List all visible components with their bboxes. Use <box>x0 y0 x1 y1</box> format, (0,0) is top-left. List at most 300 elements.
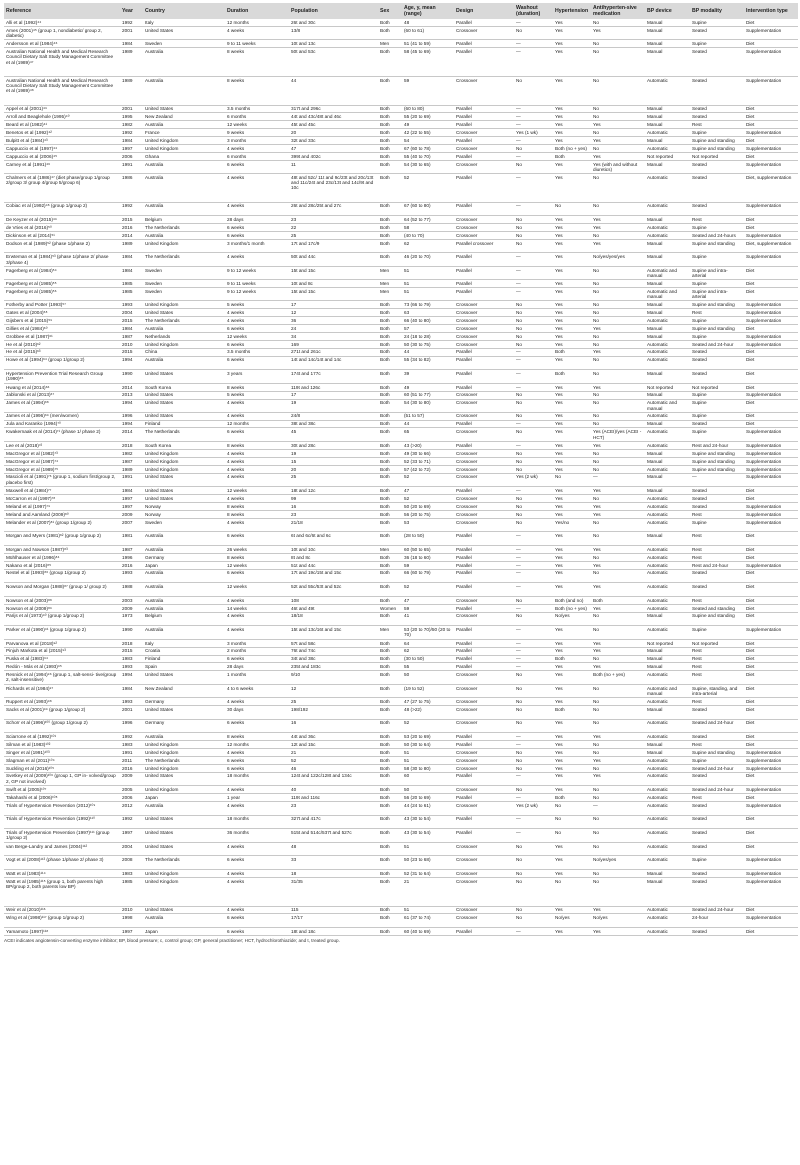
table-cell: Yes <box>591 503 645 511</box>
table-row <box>4 301 798 309</box>
table-cell: Parallel <box>454 639 514 647</box>
reference-cell: Meland et al (1997)⁷⁹ <box>4 503 120 511</box>
reference-cell: Vogt et al (2008)¹¹³ (phase 1/phase 2/ phase 3) <box>4 856 120 870</box>
table-cell: Diet <box>744 412 798 420</box>
reference-cell: Nowson and Morgan (1988)⁸⁷ (group 1/ group 2) <box>4 583 120 597</box>
table-cell: Both (no + yes) <box>553 145 591 153</box>
table-cell: Parallel <box>454 487 514 495</box>
table-cell: 4 weeks <box>225 449 289 457</box>
reference-cell: Weir et al (2010)¹¹⁶ <box>4 906 120 914</box>
table-cell: Supplementation <box>744 48 798 77</box>
table-cell: 54 (30 to 65) <box>402 160 454 173</box>
table-cell: 43 (30 to 54) <box>402 829 454 843</box>
table-cell: Rest and 24-hour <box>690 442 744 450</box>
table-cell: No <box>591 129 645 137</box>
table-cell: Automatic <box>645 340 690 348</box>
table-row <box>4 914 798 928</box>
table-cell: 2003 <box>120 596 143 604</box>
table-cell: 52 <box>402 583 454 597</box>
table-cell: 2001 <box>120 105 143 113</box>
table-cell: — <box>514 794 553 802</box>
table-cell: Australia <box>143 324 225 332</box>
table-cell: 2 months <box>225 647 289 655</box>
table-cell: The Netherlands <box>143 317 225 325</box>
table-cell: Supine <box>690 412 744 420</box>
table-cell: Both <box>378 399 402 412</box>
table-cell: Manual <box>645 741 690 749</box>
table-cell: Crossover <box>454 129 514 137</box>
table-cell: 2005 <box>120 786 143 794</box>
table-cell: 6 weeks <box>225 324 289 332</box>
table-row <box>4 412 798 420</box>
table-cell: Australia <box>143 532 225 546</box>
table-cell: 1984 <box>120 684 143 697</box>
table-cell: — <box>514 655 553 663</box>
table-cell: Manual <box>645 663 690 671</box>
table-cell: 48t and 52c/ 11t and 9c/23t and 20c/13t and 11c/24t and 23c/13t and 14c/9t and 10c <box>289 173 378 202</box>
table-cell: Automatic <box>645 561 690 569</box>
table-cell: Both <box>378 487 402 495</box>
table-cell: Yes <box>553 383 591 391</box>
table-cell: 44t and 43c/48t and 46c <box>289 113 378 121</box>
column-header: Population <box>289 3 378 19</box>
table-row <box>4 626 798 640</box>
table-cell: 50 (23 to 68) <box>402 856 454 870</box>
table-cell: Crossover <box>454 465 514 473</box>
table-cell: 1996 <box>120 553 143 561</box>
table-cell: No <box>514 309 553 317</box>
table-cell: No <box>591 698 645 706</box>
table-cell: Parallel <box>454 356 514 370</box>
table-row <box>4 145 798 153</box>
table-cell: United States <box>143 671 225 685</box>
table-cell: 9 to 11 weeks <box>225 40 289 48</box>
table-cell: 51 <box>402 906 454 914</box>
table-row <box>4 224 798 232</box>
table-cell: 1994 <box>120 356 143 370</box>
table-row <box>4 764 798 772</box>
table-cell: Diet <box>744 583 798 597</box>
table-cell: 1991 <box>120 473 143 487</box>
table-cell: 23 <box>289 510 378 518</box>
table-cell: Both <box>553 706 591 720</box>
table-cell: Crossover <box>454 145 514 153</box>
table-cell: 8 weeks <box>225 76 289 105</box>
table-cell: Supine, standing, and intra-arterial <box>690 684 744 697</box>
table-cell: Seated and 24-hour <box>690 719 744 733</box>
table-cell: Crossover <box>454 596 514 604</box>
table-cell: No <box>591 332 645 340</box>
table-cell: No <box>514 239 553 253</box>
table-cell: Rest <box>690 647 744 655</box>
table-cell: Yes <box>553 137 591 145</box>
table-cell: Australia <box>143 583 225 597</box>
table-cell: 2014 <box>120 231 143 239</box>
table-cell: 50 (30 to 64) <box>402 741 454 749</box>
table-cell: Rest <box>690 698 744 706</box>
table-cell: No <box>553 877 591 906</box>
table-cell: Both <box>378 495 402 503</box>
table-cell: — <box>514 442 553 450</box>
table-cell: Diet <box>744 733 798 741</box>
table-cell: 4 weeks <box>225 877 289 906</box>
table-cell: Parallel <box>454 48 514 77</box>
table-cell: No <box>514 465 553 473</box>
table-cell: No <box>553 815 591 829</box>
table-cell: Diet <box>744 639 798 647</box>
table-cell: Seated and 24-hour <box>690 340 744 348</box>
table-cell: No <box>514 391 553 399</box>
table-row <box>4 370 798 384</box>
table-cell: Parallel <box>454 288 514 301</box>
table-cell: Diet <box>744 684 798 697</box>
table-row <box>4 639 798 647</box>
table-cell: Parallel <box>454 815 514 829</box>
table-cell: Yes <box>591 639 645 647</box>
table-cell: South Korea <box>143 442 225 450</box>
reference-cell: He et al (2015)⁶³ <box>4 348 120 356</box>
table-row <box>4 391 798 399</box>
reference-cell: Sciarrone et al (1992)¹⁰¹ <box>4 733 120 741</box>
table-cell: 34t and 38c <box>289 655 378 663</box>
table-row <box>4 137 798 145</box>
table-cell: 1985 <box>120 280 143 288</box>
table-cell: Both <box>378 224 402 232</box>
table-cell: United Kingdom <box>143 145 225 153</box>
table-cell: 4 weeks <box>225 786 289 794</box>
table-cell: Supine <box>690 19 744 26</box>
table-cell: Yes <box>553 503 591 511</box>
table-cell: 1991 <box>120 160 143 173</box>
table-cell: No <box>591 173 645 202</box>
table-cell: Supine <box>690 428 744 442</box>
table-cell: 1993 <box>120 698 143 706</box>
table-cell: 8 weeks <box>225 442 289 450</box>
table-row <box>4 449 798 457</box>
reference-cell: Takahashi et al (2006)¹⁰⁸ <box>4 794 120 802</box>
table-cell: Australia <box>143 596 225 604</box>
table-cell: 6 weeks <box>225 160 289 173</box>
table-cell: 1989 <box>120 76 143 105</box>
table-cell: 4 weeks <box>225 457 289 465</box>
table-cell: Manual <box>645 332 690 340</box>
table-cell: 169 <box>289 340 378 348</box>
table-cell: Yes <box>591 26 645 40</box>
table-cell: 12 <box>289 309 378 317</box>
table-cell: Diet <box>744 927 798 935</box>
table-cell: — <box>514 583 553 597</box>
table-cell: 4 weeks <box>225 495 289 503</box>
table-cell: 1983 <box>120 655 143 663</box>
table-cell: Diet <box>744 370 798 384</box>
table-cell: Men <box>378 288 402 301</box>
table-cell: 50t and 44c <box>289 253 378 267</box>
table-cell: 22 <box>289 224 378 232</box>
table-cell: Yes <box>553 173 591 202</box>
table-cell: Diet <box>744 655 798 663</box>
table-row <box>4 518 798 532</box>
table-cell: — <box>514 202 553 216</box>
table-cell: Both <box>553 655 591 663</box>
table-row <box>4 399 798 412</box>
table-cell: Rest <box>690 553 744 561</box>
table-cell: No <box>514 706 553 720</box>
table-cell: France <box>143 129 225 137</box>
table-cell: 6 weeks <box>225 719 289 733</box>
table-cell: No <box>514 324 553 332</box>
table-cell: 6 weeks <box>225 340 289 348</box>
table-row <box>4 856 798 870</box>
table-cell: Yes <box>553 465 591 473</box>
table-cell: 51 <box>402 842 454 856</box>
table-cell: South Korea <box>143 383 225 391</box>
table-cell: No <box>591 412 645 420</box>
table-cell: Diet, supplementation <box>744 173 798 202</box>
reference-cell: Resnick et al (1994)⁹⁶ (group 1, salt-sensi- tive/group 2, salt-insensitive) <box>4 671 120 685</box>
table-cell: Diet <box>744 113 798 121</box>
table-cell: Parallel <box>454 655 514 663</box>
table-cell: Yes <box>591 348 645 356</box>
table-cell: Automatic <box>645 442 690 450</box>
table-cell: Manual <box>645 877 690 906</box>
table-cell: Yes (2 wk) <box>514 802 553 816</box>
table-cell: 1984 <box>120 267 143 280</box>
table-cell: Both <box>378 457 402 465</box>
table-cell: Supine and standing <box>690 449 744 457</box>
table-cell: 1991 <box>120 749 143 757</box>
table-cell: Automatic <box>645 76 690 105</box>
column-header: Intervention type <box>744 3 798 19</box>
table-row <box>4 927 798 935</box>
table-cell: Both <box>378 420 402 428</box>
table-cell: Crossover <box>454 756 514 764</box>
table-body <box>4 19 798 935</box>
table-cell: Automatic <box>645 794 690 802</box>
table-cell: Yes <box>553 40 591 48</box>
table-cell: Both <box>378 317 402 325</box>
table-cell: Yes <box>553 301 591 309</box>
table-cell: Crossover <box>454 324 514 332</box>
table-cell: 63 <box>402 309 454 317</box>
table-cell: Both <box>378 786 402 794</box>
table-cell: Yes (with and without diuretics) <box>591 160 645 173</box>
table-cell: The Netherlands <box>143 756 225 764</box>
table-cell: Crossover <box>454 428 514 442</box>
table-cell: Manual <box>645 612 690 626</box>
table-cell: Norway <box>143 510 225 518</box>
table-cell: No <box>591 706 645 720</box>
table-cell: New Zealand <box>143 113 225 121</box>
table-cell: 4 weeks <box>225 465 289 473</box>
table-cell: Sweden <box>143 40 225 48</box>
table-cell: United States <box>143 487 225 495</box>
table-cell: Diet <box>744 741 798 749</box>
table-cell: Automatic <box>645 626 690 640</box>
table-cell: Both <box>378 173 402 202</box>
table-cell: Both <box>378 129 402 137</box>
table-cell: Both <box>378 749 402 757</box>
table-cell: Parallel <box>454 113 514 121</box>
table-cell: United States <box>143 105 225 113</box>
table-cell: 48 (>22) <box>402 706 454 720</box>
table-row <box>4 309 798 317</box>
table-cell: Both <box>378 583 402 597</box>
table-cell: 4 weeks <box>225 173 289 202</box>
table-cell: 18 <box>289 870 378 878</box>
table-cell: Supplementation <box>744 626 798 640</box>
table-cell: Sweden <box>143 518 225 532</box>
table-cell: Yes <box>553 772 591 786</box>
table-cell: 8 weeks <box>225 48 289 77</box>
table-cell: Diet <box>744 420 798 428</box>
table-cell: 2004 <box>120 842 143 856</box>
table-cell: Both <box>378 473 402 487</box>
table-cell: 18t and 12c <box>289 487 378 495</box>
reference-cell: Parker et al (1990)⁹¹ (group 1/group 2) <box>4 626 120 640</box>
table-cell: No <box>591 457 645 465</box>
table-cell: 6 weeks <box>225 428 289 442</box>
table-cell: Automatic <box>645 842 690 856</box>
table-cell: United Kingdom <box>143 749 225 757</box>
table-cell: Both <box>378 815 402 829</box>
table-row <box>4 741 798 749</box>
table-cell: 1996 <box>120 719 143 733</box>
table-cell: 57 <box>402 324 454 332</box>
table-cell: Finland <box>143 420 225 428</box>
table-cell: — <box>690 473 744 487</box>
table-row <box>4 842 798 856</box>
table-cell: Yes <box>553 340 591 348</box>
table-row <box>4 612 798 626</box>
table-cell: 25 <box>289 473 378 487</box>
table-cell: 8t and 8c <box>289 553 378 561</box>
table-cell: Diet <box>744 532 798 546</box>
table-cell: Yes <box>553 741 591 749</box>
table-cell: Manual <box>645 420 690 428</box>
reference-cell: Carney et al (1991)⁴⁶ <box>4 160 120 173</box>
table-cell: — <box>514 267 553 280</box>
table-cell: Yes <box>591 561 645 569</box>
table-cell: Both <box>378 356 402 370</box>
table-cell: 53 <box>402 518 454 532</box>
table-cell: No <box>514 340 553 348</box>
table-cell: Manual <box>645 137 690 145</box>
table-cell: Yes <box>591 216 645 224</box>
table-cell: 55 <box>402 663 454 671</box>
table-cell: 8 weeks <box>225 503 289 511</box>
table-cell: Automatic and manual <box>645 288 690 301</box>
table-cell: Australia <box>143 626 225 640</box>
table-cell: 16 <box>289 503 378 511</box>
table-cell: 1987 <box>120 332 143 340</box>
table-cell: New Zealand <box>143 684 225 697</box>
table-cell: Automatic <box>645 510 690 518</box>
reference-cell: Parvanova et al (2018)⁹² <box>4 639 120 647</box>
table-cell: 4 weeks <box>225 26 289 40</box>
table-cell: Seated <box>690 927 744 935</box>
table-cell: Crossover <box>454 224 514 232</box>
table-cell: Both <box>378 121 402 129</box>
table-cell: United Kingdom <box>143 465 225 473</box>
table-cell: Parallel <box>454 420 514 428</box>
table-cell: 52t and 55c/53t and 52c <box>289 583 378 597</box>
table-cell: 1984 <box>120 324 143 332</box>
column-header: Reference <box>4 3 120 19</box>
table-cell: Belgium <box>143 612 225 626</box>
table-row <box>4 113 798 121</box>
table-cell: 49 <box>402 383 454 391</box>
table-cell: 49 <box>402 121 454 129</box>
table-cell: Both <box>378 503 402 511</box>
reference-cell: Gates et al (2004)⁵⁸ <box>4 309 120 317</box>
table-cell: 4 weeks <box>225 399 289 412</box>
table-cell: Manual <box>645 532 690 546</box>
table-cell: Crossover <box>454 26 514 40</box>
reference-cell: Slagman et al (2011)¹⁰⁴ <box>4 756 120 764</box>
table-cell: 48 <box>402 19 454 26</box>
table-cell: Both <box>553 794 591 802</box>
table-cell: No <box>591 465 645 473</box>
reference-cell: Redón - Más et al (1993)⁹⁵ <box>4 663 120 671</box>
table-cell: Diet <box>744 224 798 232</box>
table-cell: Supine and standing <box>690 324 744 332</box>
table-cell: Supine and standing <box>690 749 744 757</box>
table-cell: Norway <box>143 503 225 511</box>
reference-cell: Howe et al (1994)⁶⁴ (group 1/group 2) <box>4 356 120 370</box>
table-cell: Both <box>378 26 402 40</box>
table-cell: Yes <box>591 583 645 597</box>
table-cell: No <box>514 870 553 878</box>
table-cell: Parallel <box>454 40 514 48</box>
table-cell: Both <box>378 202 402 216</box>
table-cell: Diet, supplementation <box>744 239 798 253</box>
table-cell: 51 <box>402 280 454 288</box>
table-cell: China <box>143 348 225 356</box>
reference-cell: Cappuccio et al (2006)⁴⁵ <box>4 152 120 160</box>
table-cell: No <box>591 356 645 370</box>
table-cell: Both <box>553 152 591 160</box>
table-cell: United Kingdom <box>143 457 225 465</box>
table-cell: 17t and 17c/9 <box>289 239 378 253</box>
table-row <box>4 465 798 473</box>
table-cell: Yes <box>553 719 591 733</box>
table-row <box>4 442 798 450</box>
table-cell: Both <box>378 383 402 391</box>
table-cell: Yes <box>591 152 645 160</box>
table-cell: Supine and standing <box>690 612 744 626</box>
table-cell: Australia <box>143 173 225 202</box>
table-cell: Supplementation <box>744 914 798 928</box>
table-cell: Seated <box>690 202 744 216</box>
table-cell: Rest <box>690 216 744 224</box>
table-cell: 3 months <box>225 639 289 647</box>
table-cell: Both <box>378 348 402 356</box>
table-row <box>4 647 798 655</box>
table-cell: 4 weeks <box>225 518 289 532</box>
table-cell: Parallel <box>454 105 514 113</box>
table-cell: No <box>591 309 645 317</box>
table-cell: 12 weeks <box>225 561 289 569</box>
table-cell: Seated and 24-hour <box>690 786 744 794</box>
table-cell: Yes <box>591 137 645 145</box>
table-cell: Supine <box>690 129 744 137</box>
table-cell: Both <box>378 706 402 720</box>
reference-cell: Bulpitt et al (1984)⁴³ <box>4 137 120 145</box>
table-cell: Supplementation <box>744 129 798 137</box>
table-cell: Rest <box>690 596 744 604</box>
table-cell: Croatia <box>143 647 225 655</box>
table-cell: Yes <box>591 663 645 671</box>
